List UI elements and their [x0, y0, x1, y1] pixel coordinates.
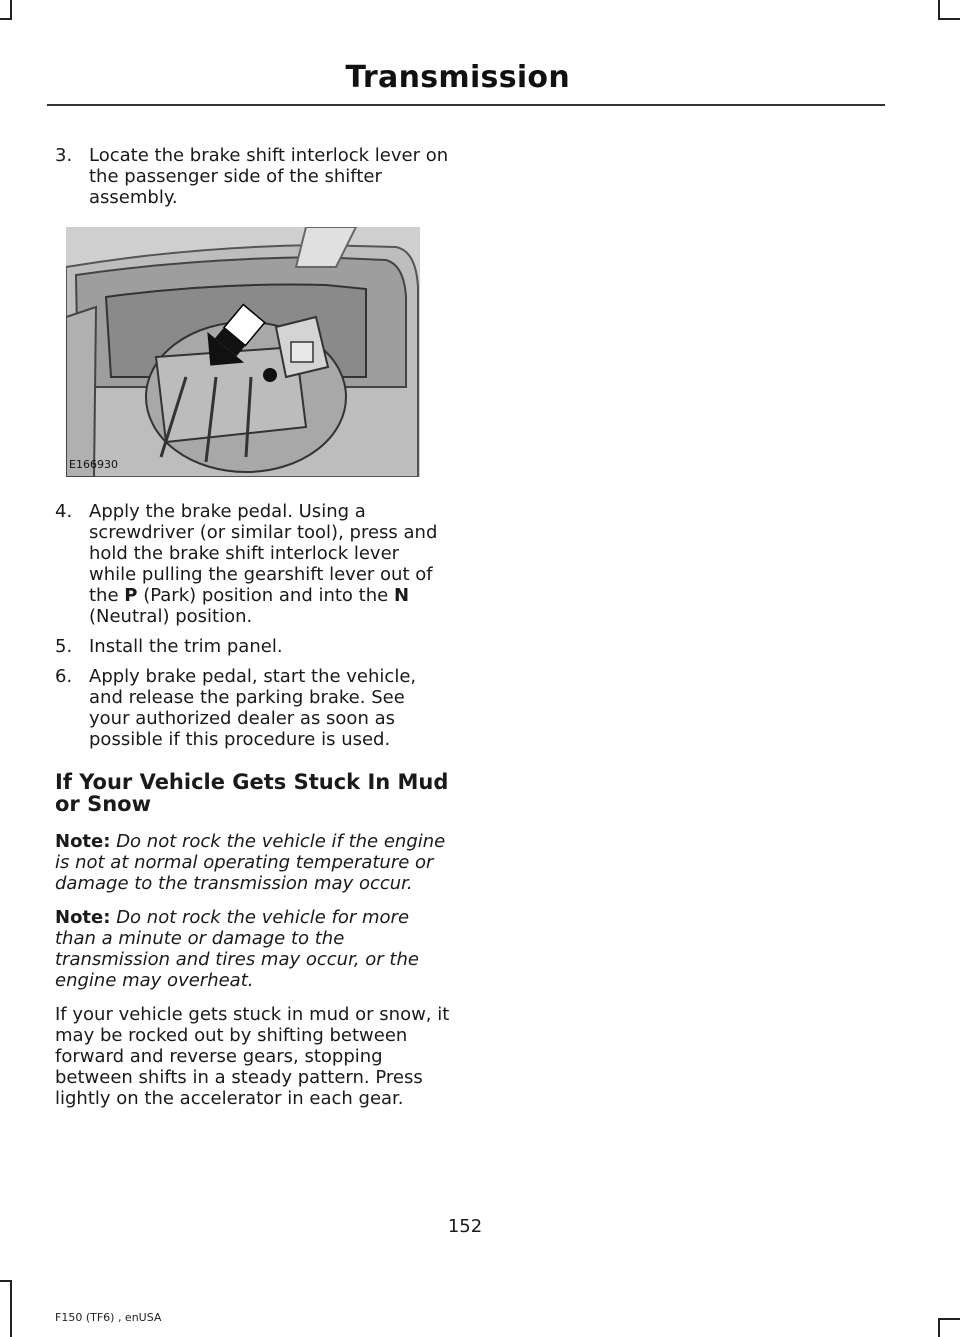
note-text: Do not rock the vehicle for more than a minute or damage to the transmission and tires may occur, or the engine may overheat. — [55, 907, 419, 991]
step-4 — [55, 501, 450, 627]
step-3 — [55, 145, 450, 208]
crop-mark — [0, 1280, 12, 1282]
crop-mark — [938, 1320, 940, 1337]
step-text: (Neutral) position. — [89, 606, 253, 627]
crop-mark — [0, 18, 12, 20]
step-number: 3. — [55, 145, 73, 166]
section-heading: If Your Vehicle Gets Stuck In Mud or Snow — [55, 770, 449, 816]
note-text: Do not rock the vehicle if the engine is not at normal operating temperature or damage to the transmission may occur. — [55, 831, 446, 894]
step-number: 4. — [55, 501, 73, 522]
crop-mark — [938, 18, 960, 20]
step-6 — [55, 666, 450, 750]
step-5 — [55, 636, 450, 657]
neutral-letter: N — [393, 585, 410, 606]
step-text: (Park) position and into the — [137, 585, 394, 606]
body-paragraph: If your vehicle gets stuck in mud or snow, it may be rocked out by shifting between forward and reverse gears, stopping between shifts in a steady pattern. Press lightly on the accelerator in each gear. — [55, 1004, 450, 1109]
crop-mark — [10, 0, 12, 18]
crop-mark — [10, 1280, 12, 1337]
shifter-interlock-illustration — [66, 227, 420, 477]
footer-model: F150 (TF6) , enUSA — [55, 1311, 162, 1324]
note-2 — [55, 907, 450, 991]
step-text: Apply the brake pedal. Using a screwdriver (or similar tool), press and hold the brake shift interlock lever while pulling the gearshift lever out of the — [89, 501, 438, 606]
content-column — [55, 145, 450, 1109]
page-number: 152 — [447, 1216, 483, 1237]
page-title: Transmission — [345, 60, 570, 95]
step-text: Apply brake pedal, start the vehicle, and release the parking brake. See your authorized dealer as soon as possible if this procedure is used. — [89, 666, 417, 750]
figure-code: E166930 — [69, 458, 118, 471]
note-label: Note: — [55, 907, 111, 928]
header-divider — [47, 104, 885, 106]
step-number: 5. — [55, 636, 73, 657]
step-number: 6. — [55, 666, 73, 687]
note-label: Note: — [55, 831, 111, 852]
step-text: Install the trim panel. — [89, 636, 283, 657]
crop-mark — [938, 1318, 960, 1320]
crop-mark — [938, 0, 940, 18]
shifter-assembly-drawing — [66, 227, 420, 477]
park-letter: P — [124, 585, 138, 606]
step-text: Locate the brake shift interlock lever on the passenger side of the shifter assembly. — [89, 145, 449, 208]
note-1 — [55, 831, 450, 894]
